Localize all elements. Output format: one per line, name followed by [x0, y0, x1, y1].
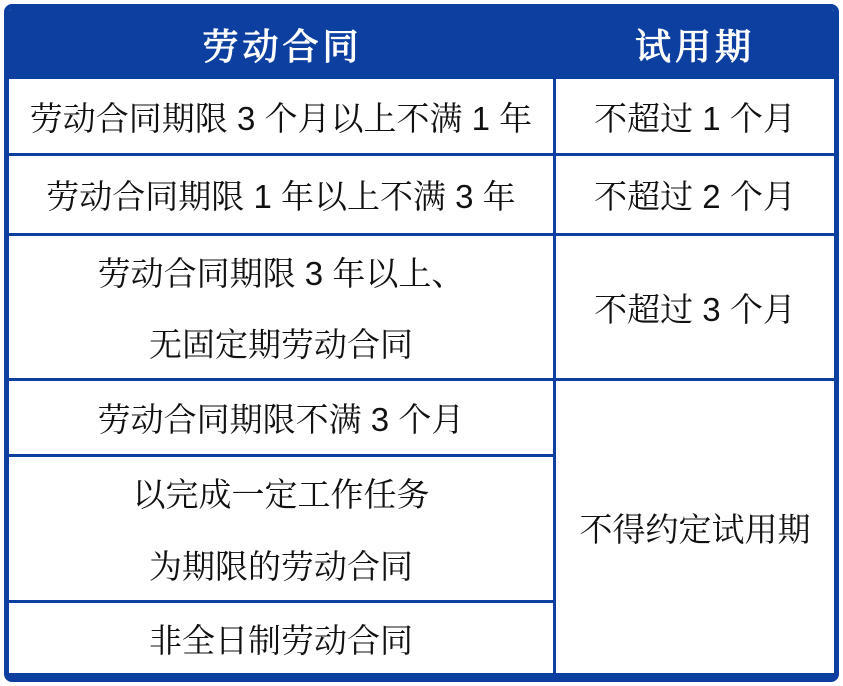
contract-cell: 非全日制劳动合同 — [9, 603, 556, 674]
table-row — [9, 156, 834, 236]
contract-cell: 劳动合同期限 3 个月以上不满 1 年 — [9, 79, 556, 156]
contract-line: 为期限的劳动合同 — [148, 547, 413, 585]
contract-line: 劳动合同期限 3 年以上、 — [97, 255, 465, 292]
header-row — [9, 9, 834, 79]
probation-cell: 不超过 3 个月 — [556, 236, 834, 381]
table-row — [9, 79, 834, 156]
contract-line: 以完成一定工作任务 — [132, 476, 430, 514]
header-cell-probation: 试用期 — [556, 9, 834, 79]
probation-cell: 不超过 1 个月 — [556, 79, 834, 156]
probation-cell-merged: 不得约定试用期 — [556, 381, 834, 674]
contract-cell-lines — [9, 236, 553, 378]
contract-line: 无固定期劳动合同 — [148, 326, 413, 363]
probation-table-container — [4, 4, 839, 682]
probation-table — [9, 9, 834, 674]
contract-cell: 劳动合同期限 1 年以上不满 3 年 — [9, 156, 556, 236]
contract-cell-lines — [9, 457, 553, 600]
header-cell-contract: 劳动合同 — [9, 9, 556, 79]
contract-cell — [9, 457, 556, 603]
table-row — [9, 236, 834, 381]
table-row — [9, 381, 834, 457]
contract-cell: 劳动合同期限不满 3 个月 — [9, 381, 556, 457]
contract-cell — [9, 236, 556, 381]
probation-cell: 不超过 2 个月 — [556, 156, 834, 236]
